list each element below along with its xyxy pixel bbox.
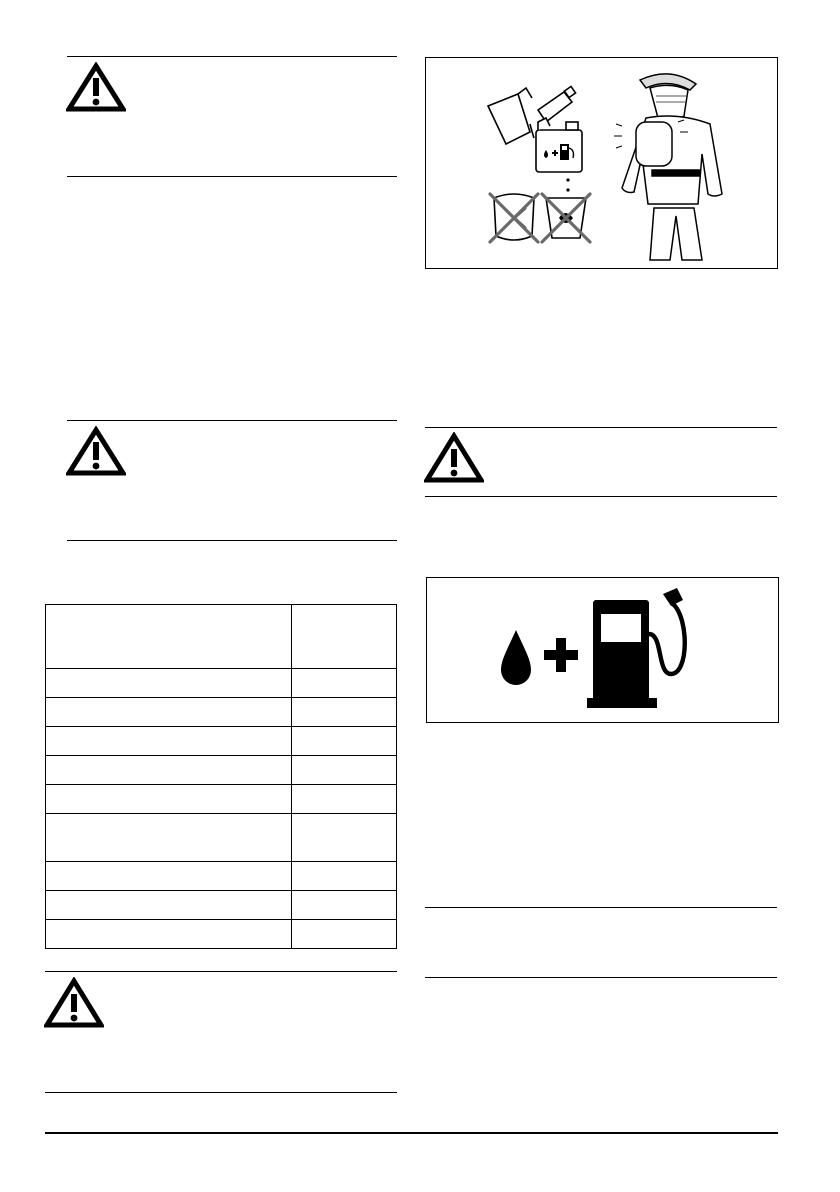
table-cell [292, 785, 397, 814]
table-row [46, 727, 397, 756]
table-cell [292, 814, 397, 862]
table-cell [46, 756, 292, 785]
table-cell [46, 785, 292, 814]
table-row [46, 862, 397, 891]
table-row [46, 814, 397, 862]
table-cell [46, 891, 292, 920]
right-note-bottom-rule [425, 977, 777, 978]
table-cell [46, 669, 292, 698]
right-note-top-rule [425, 907, 777, 908]
table-cell [46, 862, 292, 891]
table-cell [46, 698, 292, 727]
table-row [46, 756, 397, 785]
right-warning-bottom-rule [425, 496, 777, 497]
table-cell [292, 669, 397, 698]
fuel-mixing-illustration [426, 58, 777, 268]
warning-1-bottom-rule [67, 176, 397, 177]
warning-triangle-icon [44, 977, 104, 1029]
warning-2-top-rule [67, 420, 397, 421]
warning-triangle-icon [66, 62, 126, 112]
warning-2-bottom-rule [67, 540, 397, 541]
table-row [46, 920, 397, 949]
table-cell [292, 605, 397, 669]
table-cell [292, 727, 397, 756]
warning-1-top-rule [67, 56, 397, 57]
table-cell [46, 727, 292, 756]
table-row [46, 785, 397, 814]
table-row [46, 891, 397, 920]
right-warning-top-rule [425, 427, 777, 428]
table-cell [292, 756, 397, 785]
table-cell [292, 862, 397, 891]
table-row [46, 669, 397, 698]
table-cell [292, 891, 397, 920]
fuel-mixture-table [45, 604, 397, 949]
table-cell [292, 920, 397, 949]
oil-plus-fuel-pump-icon [427, 578, 778, 722]
table-cell [292, 698, 397, 727]
fuel-mixing-illustration-frame [425, 57, 778, 269]
table-cell [46, 920, 292, 949]
oil-plus-fuel-illustration-frame [426, 577, 779, 723]
page-footer-rule [45, 1132, 778, 1134]
warning-triangle-icon [66, 426, 126, 476]
table-cell [46, 605, 292, 669]
warning-3-top-rule [45, 971, 397, 972]
warning-triangle-icon [424, 432, 484, 484]
warning-3-bottom-rule [45, 1092, 397, 1093]
table-cell [46, 814, 292, 862]
table-header-row [46, 605, 397, 669]
table-row [46, 698, 397, 727]
